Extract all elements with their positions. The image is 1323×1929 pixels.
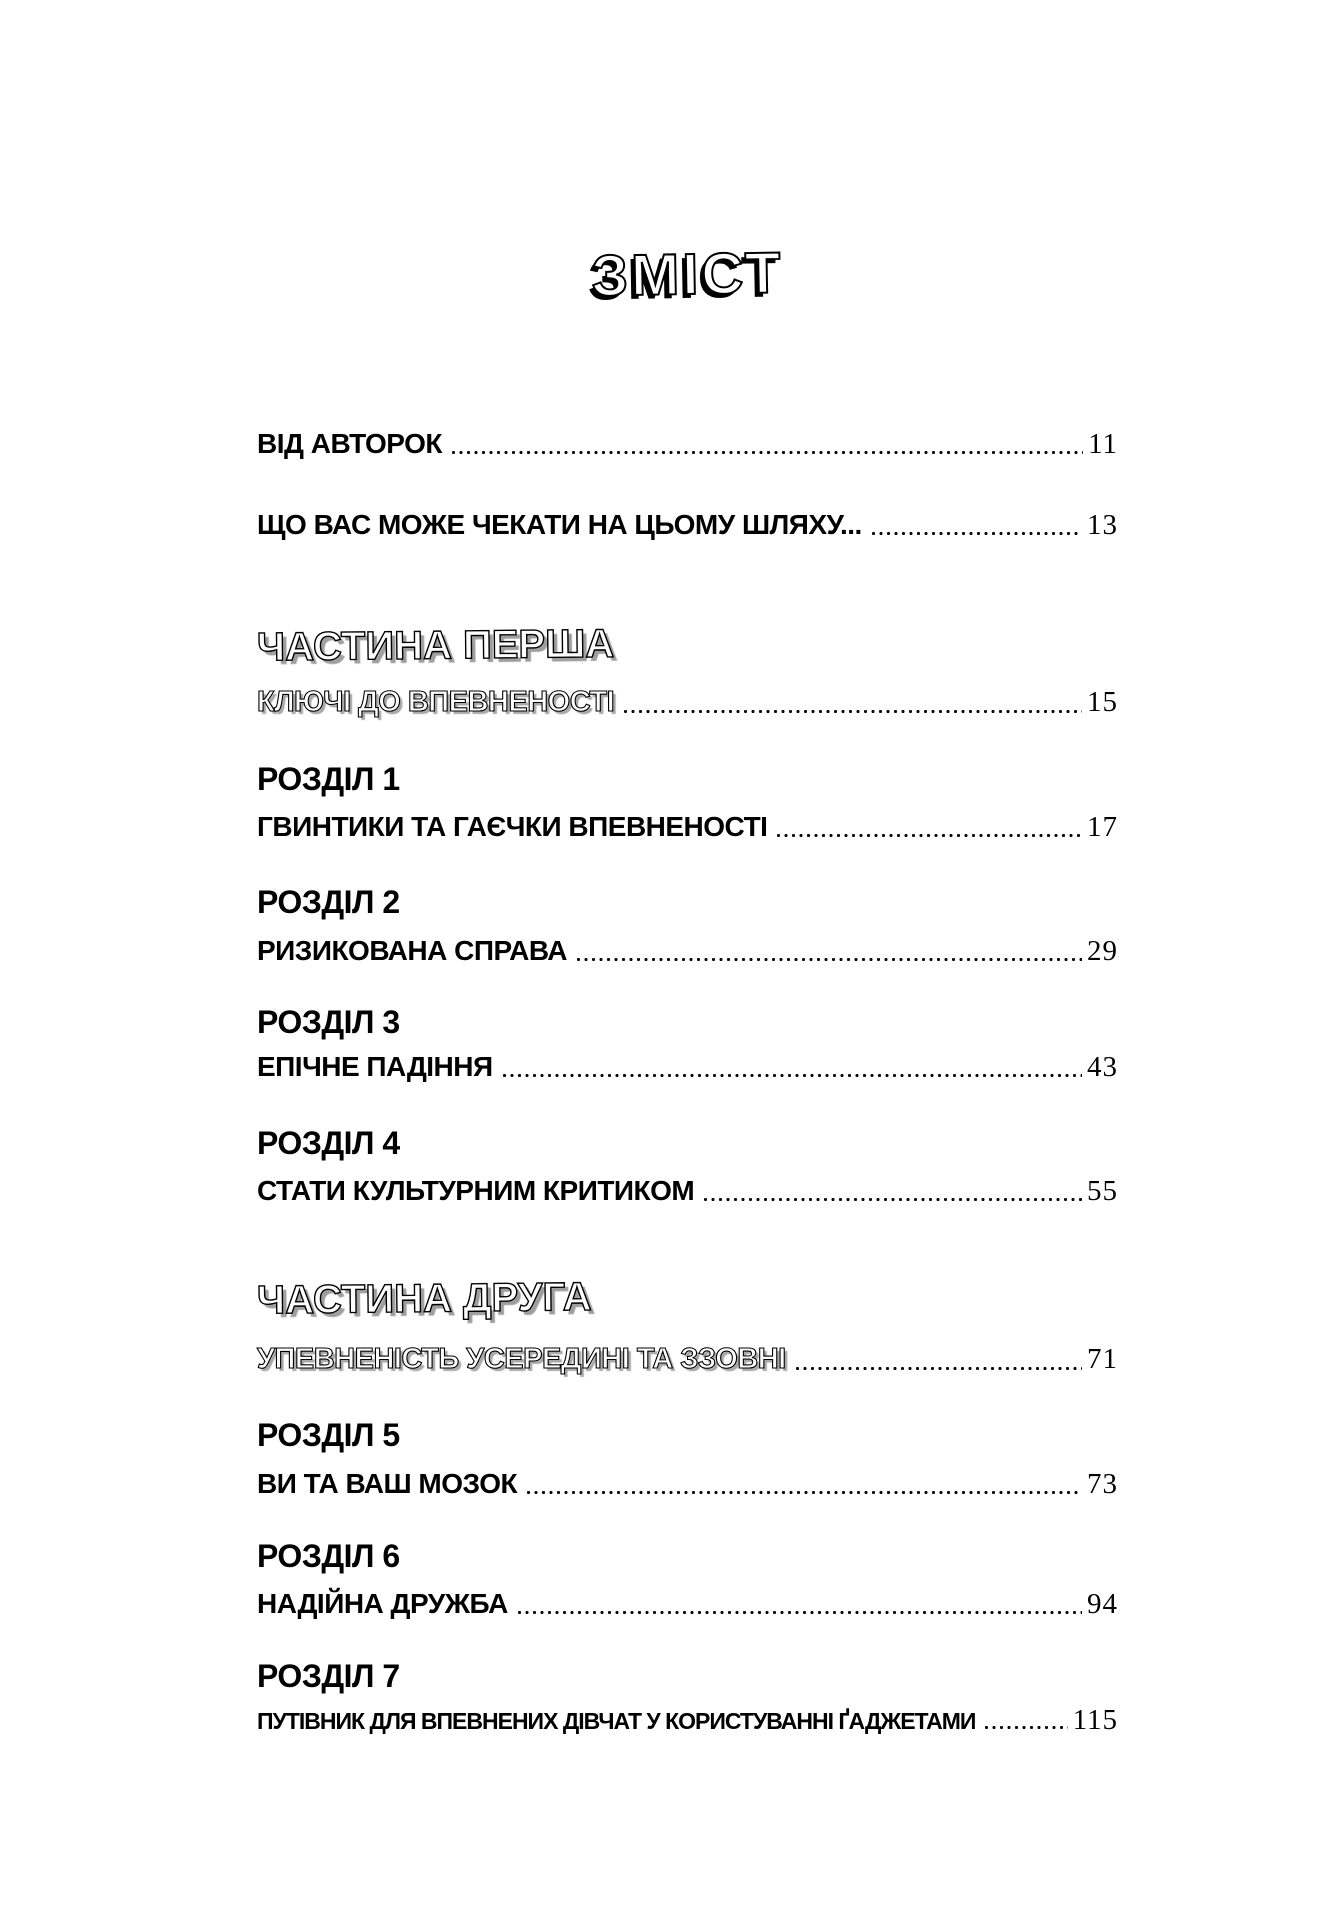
chapter-5-number: РОЗДІЛ 5 [257, 1417, 400, 1453]
toc-entry-page-number: 17 [1087, 811, 1118, 843]
part-1-subtitle-entry [257, 686, 1118, 719]
chapter-1-number: РОЗДІЛ 1 [257, 761, 400, 797]
chapter-title-label: ВИ ТА ВАШ МОЗОК [257, 1468, 518, 1499]
dot-leader [517, 1610, 1082, 1615]
toc-entry-page-number: 71 [1087, 1343, 1118, 1375]
toc-entry-intro [257, 509, 1118, 541]
chapter-7-entry [257, 1706, 1118, 1735]
chapter-4-number: РОЗДІЛ 4 [257, 1125, 400, 1161]
toc-entry-label: ВІД АВТОРОК [257, 428, 442, 459]
chapter-6-number: РОЗДІЛ 6 [257, 1538, 400, 1574]
chapter-title-label: ЕПІЧНЕ ПАДІННЯ [257, 1051, 493, 1082]
dot-leader [623, 709, 1082, 714]
dot-leader [576, 957, 1082, 962]
chapter-5-entry [257, 1468, 1118, 1500]
part-subtitle-label: КЛЮЧІ ДО ВПЕВНЕНОСТІ [257, 686, 615, 718]
dot-leader [451, 450, 1083, 455]
chapter-title-label: ГВИНТИКИ ТА ГАЄЧКИ ВПЕВНЕНОСТІ [257, 811, 768, 842]
part-subtitle-label: УПЕВНЕНІСТЬ УСЕРЕДИНІ ТА ЗЗОВНІ [257, 1343, 786, 1375]
chapter-title-label: ПУТІВНИК ДЛЯ ВПЕВНЕНИХ ДІВЧАТ У КОРИСТУВАННІ ҐАДЖЕТАМИ [257, 1708, 976, 1734]
toc-entry-page-number: 29 [1087, 935, 1118, 967]
dot-leader [795, 1366, 1082, 1371]
toc-entry-page-number: 55 [1087, 1175, 1118, 1207]
toc-entry-page-number: 94 [1087, 1588, 1118, 1620]
chapter-7-number: РОЗДІЛ 7 [257, 1658, 400, 1694]
dot-leader [776, 833, 1082, 838]
toc-entry-page-number: 15 [1087, 686, 1118, 718]
dot-leader [871, 531, 1082, 536]
chapter-4-entry [257, 1175, 1118, 1207]
part-2-heading: ЧАСТИНА ДРУГА [256, 1275, 592, 1323]
dot-leader [984, 1725, 1067, 1730]
chapter-title-label: НАДІЙНА ДРУЖБА [257, 1588, 508, 1619]
toc-entry-page-number: 43 [1087, 1051, 1118, 1083]
chapter-title-label: СТАТИ КУЛЬТУРНИМ КРИТИКОМ [257, 1175, 695, 1206]
dot-leader [703, 1197, 1082, 1202]
chapter-2-entry [257, 935, 1118, 967]
toc-entry-page-number: 115 [1072, 1704, 1118, 1736]
page-title: ЗМІСТ [591, 240, 784, 309]
toc-entry-page-number: 73 [1087, 1468, 1118, 1500]
toc-entry-page-number: 11 [1088, 428, 1118, 460]
chapter-2-number: РОЗДІЛ 2 [257, 884, 400, 920]
dot-leader [502, 1073, 1082, 1078]
chapter-title-label: РИЗИКОВАНА СПРАВА [257, 935, 567, 966]
dot-leader [526, 1490, 1082, 1495]
toc-entry-authors [257, 428, 1118, 460]
part-2-subtitle-entry [257, 1343, 1118, 1376]
chapter-1-entry [257, 811, 1118, 843]
part-1-heading: ЧАСТИНА ПЕРША [256, 621, 615, 670]
toc-entry-label: ЩО ВАС МОЖЕ ЧЕКАТИ НА ЦЬОМУ ШЛЯХУ... [257, 509, 862, 540]
chapter-3-entry [257, 1051, 1118, 1083]
toc-entry-page-number: 13 [1087, 509, 1118, 541]
chapter-3-number: РОЗДІЛ 3 [257, 1004, 400, 1040]
chapter-6-entry [257, 1588, 1118, 1620]
